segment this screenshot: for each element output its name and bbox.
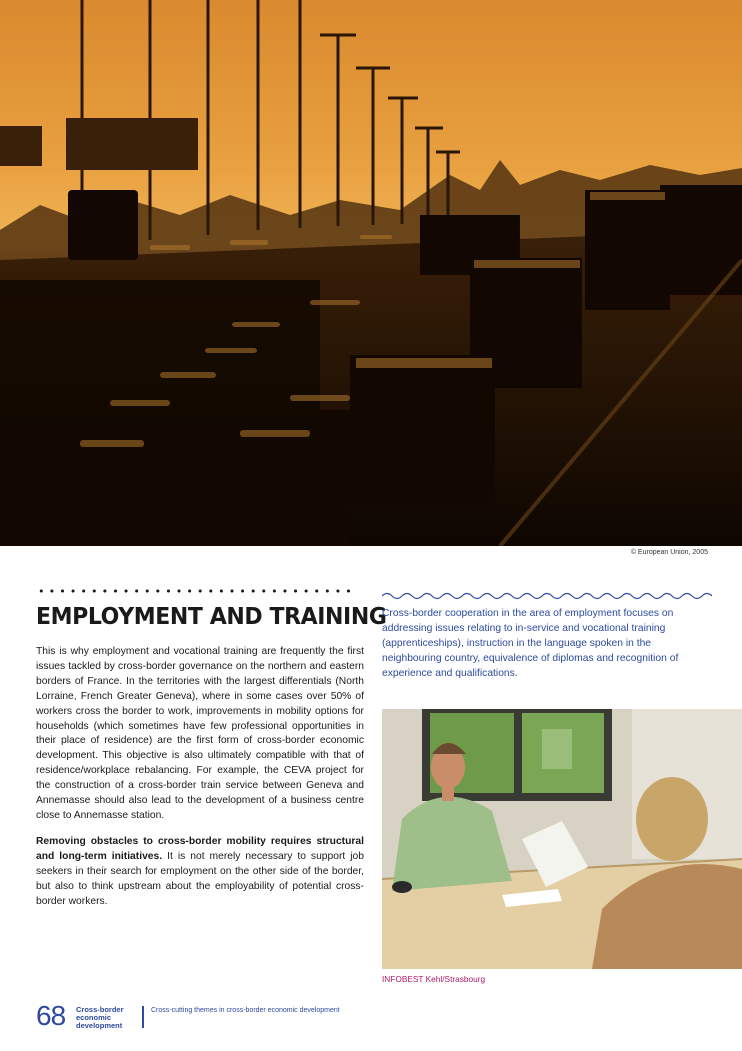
page-number: 68 bbox=[36, 1000, 66, 1031]
photo-caption: INFOBEST Kehl/Strasbourg bbox=[382, 974, 486, 984]
publication-title-line: economic bbox=[76, 1013, 112, 1023]
paragraph bbox=[36, 835, 364, 910]
publication-title-line: development bbox=[76, 1021, 123, 1031]
publication-title bbox=[76, 1006, 124, 1031]
dotted-divider bbox=[36, 588, 356, 594]
wave-divider bbox=[382, 591, 712, 601]
footer-section-label: Cross-cutting themes in cross-border economic development bbox=[151, 1007, 340, 1014]
footer-divider bbox=[142, 1006, 144, 1028]
bold-lead-sentence: Removing obstacles to cross-border mobility requires structural and long-term initiatives. bbox=[36, 835, 364, 862]
body-text-column bbox=[36, 645, 364, 920]
office-meeting-photo bbox=[382, 709, 742, 969]
sidebar-intro: Cross-border cooperation in the area of employment focuses on addressing issues relating to in-service and vocational training (apprenticeships), instruction in the language spoken in the neighbouring country, equivalence of diplomas and recognition of experience and qualifications. bbox=[382, 608, 679, 679]
paragraph-continuation: It is not merely necessary to support job seekers in their search for employment on the other side of the border, but also to think upstream about the employability of potential cross-border workers. bbox=[36, 850, 364, 907]
paragraph: This is why employment and vocational training are frequently the first issues tackled by cross-border governance on the northern and eastern borders of France. In the territories with the largest differentials (North Lorraine, French Greater Geneva), where in some cases over 50% of workers cross the border to work, improvements in mobility options for households (which sometimes have few professional opportunities in their place of residence) are the first form of cross-border economic development. This objective is also ultimately compatible with that of residence/workplace rebalancing. For example, the CEVA project for the construction of a cross-border train service between Geneva and Annemasse should also lead to the development of a business centre close to Annemasse station. bbox=[36, 646, 364, 821]
photo-credit: © European Union, 2005 bbox=[630, 549, 708, 556]
section-heading: EMPLOYMENT AND TRAINING bbox=[36, 604, 387, 631]
publication-title-line: Cross-border bbox=[76, 1005, 124, 1014]
